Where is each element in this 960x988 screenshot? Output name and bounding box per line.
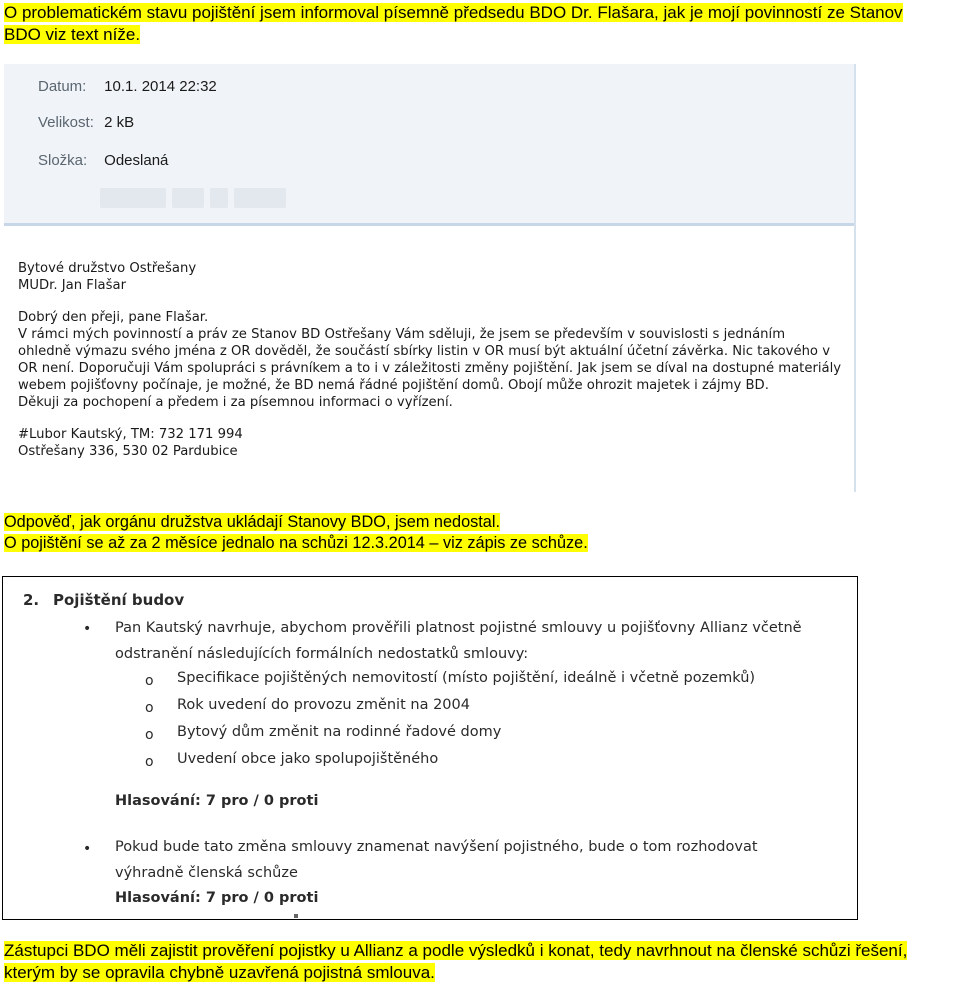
minutes-heading [23,591,184,609]
minutes-scan [2,576,858,920]
middle-line-1: Odpověď, jak orgánu družstva ukládají Stanovy BDO, jsem nedostal. [4,513,500,531]
body-line-4: OR není. Doporučuji Vám spolupráci s právníkem a to i v záležitosti změny pojištění. Jak jsem se díval na dostupné materiály [18,361,842,376]
email-action-button-2[interactable]: tbo [172,188,204,208]
minutes-subitem-1: Specifikace pojištěných nemovitostí (místo pojištění, ideálně i včetně pozemků) [177,670,756,686]
meta-date-row [38,78,217,95]
bottom-line-2: kterým by se opravila chybně uzavřená pojistná smlouva. [4,963,435,982]
minutes-item-1 [115,615,835,667]
minutes-subitem-4: Uvedení obce jako spolupojištěného [177,751,439,767]
email-header-divider [4,223,856,226]
email-action-button-3[interactable]: 7 [210,188,228,208]
minutes-heading-number: 2. [23,591,40,609]
email-body [18,260,848,460]
recipient-line-1: Bytové družstvo Ostřešany [18,261,197,276]
minutes-item-2 [115,834,835,886]
meta-date-label: Datum: [38,78,87,95]
meta-size-label: Velikost: [38,114,94,131]
middle-paragraph [4,512,958,554]
minutes-item-1-line-2: odstranění následujících formálních nedostatků smlouvy: [115,646,529,662]
recipient-line-2: MUDr. Jan Flašar [18,278,127,293]
email-right-border [854,64,856,492]
minutes-heading-title: Pojištění budov [53,591,185,609]
bullet-2-icon: • [83,841,92,857]
minutes-item-1-line-1: Pan Kautský navrhuje, abychom prověřili platnost pojistné smlouvy u pojišťovny Allianz včetně [115,620,802,636]
sub-bullet-1-icon: o [145,673,154,689]
minutes-subitem-2: Rok uvedení do provozu změnit na 2004 [177,697,470,713]
email-screenshot [4,64,856,492]
minutes-item-2-line-2: výhradně členská schůze [115,865,298,881]
meta-size-row [38,114,134,131]
scan-artifact [294,914,298,918]
meta-folder-label: Složka: [38,152,88,169]
signature-line-2: Ostřešany 336, 530 02 Pardubice [18,444,238,459]
intro-line-2: BDO viz text níže. [4,25,141,44]
meta-date-value: 10.1. 2014 22:32 [104,78,217,95]
meta-folder-row [38,152,168,169]
body-line-3: ohledně výmazu svého jména z OR dověděl, že součástí sbírky listin v OR musí být aktuální účetní závěrka. Nic takového v [18,344,830,359]
bottom-line-1: Zástupci BDO měli zajistit prověření pojistky u Allianz a podle výsledků i konat, tedy navrhnout na členské schůzi řešení, [4,941,908,960]
body-line-5: webem pojišťovny počínaje, je možné, že BD nemá řádné pojištění domů. Obojí může ohrozit majetek i zájmy BD. [18,378,769,393]
meta-folder-value: Odeslaná [104,152,169,169]
email-action-button-4[interactable]: sertee [234,188,286,208]
bottom-paragraph [4,940,960,984]
email-action-button-1[interactable]: Nahorte [100,188,166,208]
body-line-1: Dobrý den přeji, pane Flašar. [18,310,209,325]
minutes-subitem-3: Bytový dům změnit na rodinné řadové domy [177,724,502,740]
body-line-2: V rámci mých povinností a práv ze Stanov BD Ostřešany Vám sděluji, že jsem se především v souvislosti s jednáním [18,327,786,342]
minutes-vote-1: Hlasování: 7 pro / 0 proti [115,793,319,809]
middle-line-2: O pojištění se až za 2 měsíce jednalo na schůzi 12.3.2014 – viz zápis ze schůze. [4,534,588,552]
intro-paragraph [4,2,958,46]
minutes-item-2-line-1: Pokud bude tato změna smlouvy znamenat navýšení pojistného, bude o tom rozhodovat [115,839,758,855]
meta-size-value: 2 kB [104,114,135,131]
minutes-vote-2: Hlasování: 7 pro / 0 proti [115,890,319,906]
sub-bullet-3-icon: o [145,727,154,743]
sub-bullet-2-icon: o [145,700,154,716]
sub-bullet-4-icon: o [145,754,154,770]
intro-line-1: O problematickém stavu pojištění jsem informoval písemně předsedu BDO Dr. Flašara, jak je mojí povinností ze Stanov [4,3,903,22]
signature-line-1: #Lubor Kautský, TM: 732 171 994 [18,427,243,442]
bullet-1-icon: • [83,621,92,637]
body-line-6: Děkuji za pochopení a předem i za písemnou informaci o vyřízení. [18,395,453,410]
